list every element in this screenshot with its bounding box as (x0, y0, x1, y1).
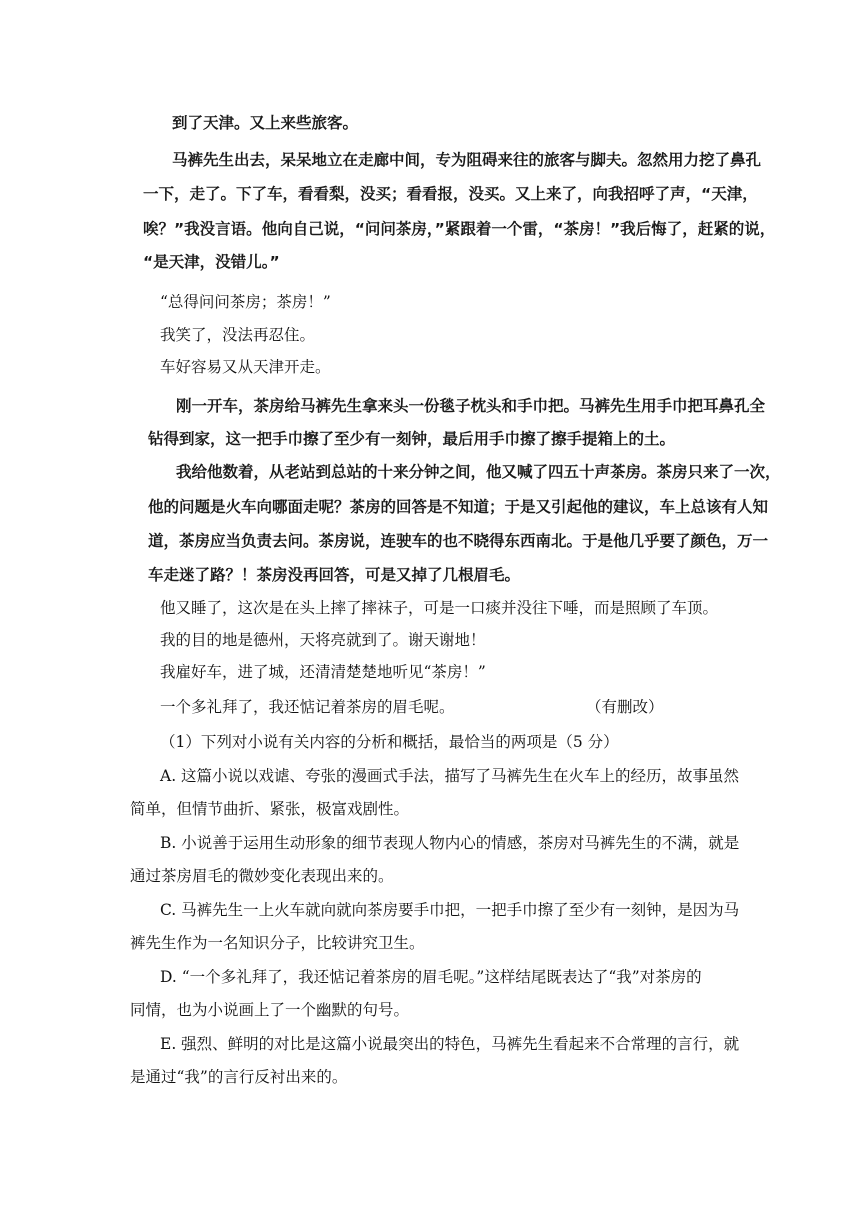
question-title: （1）下列对小说有关内容的分析和概括，最恰当的两项是（5 分） (160, 733, 619, 751)
option-e-cont: 是通过“我”的言行反衬出来的。 (130, 1068, 348, 1086)
option-d-cont: 同情，也为小说画上了一个幽默的句号。 (130, 1001, 410, 1019)
passage-line: “总得问问茶房；茶房！” (160, 293, 331, 311)
passage-line: 钻得到家，这一把手巾擦了至少有一刻钟，最后用手巾擦了擦手提箱上的土。 (148, 430, 676, 448)
passage-line: 我笑了，没法再忍住。 (160, 326, 316, 344)
passage-line: 唉？”我没言语。他向自己说，“问问茶房，”紧跟着一个雷，“茶房！”我后悔了，赶紧的说， (143, 220, 776, 238)
option-d: D. “一个多礼拜了，我还惦记着茶房的眉毛呢。”这样结尾既表达了“我”对茶房的 (160, 968, 702, 986)
passage-line: 车好容易又从天津开走。 (160, 358, 331, 376)
passage-line: 我的目的地是德州，天将亮就到了。谢天谢地！ (160, 631, 486, 649)
option-e: E. 强烈、鲜明的对比是这篇小说最突出的特色，马裤先生看起来不合常理的言行，就 (160, 1035, 740, 1053)
passage-line: 车走迷了路？！茶房没再回答，可是又掉了几根眉毛。 (148, 566, 521, 584)
passage-line: 他的问题是火车向哪面走呢？茶房的回答是不知道；于是又引起他的建议，车上总该有人知 (148, 498, 769, 516)
passage-line: 我给他数着，从老站到总站的十来分钟之间，他又喊了四五十声茶房。茶房只来了一次， (176, 463, 781, 481)
passage-line: 到了天津。又上来些旅客。 (172, 114, 359, 132)
source-note: （有删改） (586, 698, 664, 716)
option-b: B. 小说善于运用生动形象的细节表现人物内心的情感，茶房对马裤先生的不满，就是 (160, 834, 740, 852)
passage-line: 道，茶房应当负责去问。茶房说，连驶车的也不晓得东西南北。于是他几乎要了颜色，万一 (148, 532, 769, 550)
option-a-cont: 简单，但情节曲折、紧张，极富戏剧性。 (130, 800, 410, 818)
passage-line: 一个多礼拜了，我还惦记着茶房的眉毛呢。 (160, 698, 455, 716)
passage-line: 他又睡了，这次是在头上摔了摔袜子，可是一口痰并没往下唾，而是照顾了车顶。 (160, 599, 719, 617)
passage-line: 我雇好车，进了城，还清清楚楚地听见“茶房！” (160, 663, 486, 681)
option-c: C. 马裤先生一上火车就向就向茶房要手巾把，一把手巾擦了至少有一刻钟，是因为马 (160, 901, 740, 919)
option-a: A. 这篇小说以戏谑、夸张的漫画式手法，描写了马裤先生在火车上的经历，故事虽然 (160, 767, 740, 785)
passage-line: 一下，走了。下了车，看看梨，没买；看看报，没买。又上来了，向我招呼了声，“天津， (143, 185, 758, 203)
option-c-cont: 裤先生作为一名知识分子，比较讲究卫生。 (130, 934, 425, 952)
option-b-cont: 通过茶房眉毛的微妙变化表现出来的。 (130, 867, 394, 885)
passage-line: 马裤先生出去，呆呆地立在走廊中间，专为阻碍来往的旅客与脚夫。忽然用力挖了鼻孔 (172, 151, 762, 169)
passage-line: “是天津，没错儿。” (143, 253, 280, 271)
passage-line: 刚一开车，茶房给马裤先生拿来头一份毯子枕头和手巾把。马裤先生用手巾把耳鼻孔全 (176, 397, 766, 415)
